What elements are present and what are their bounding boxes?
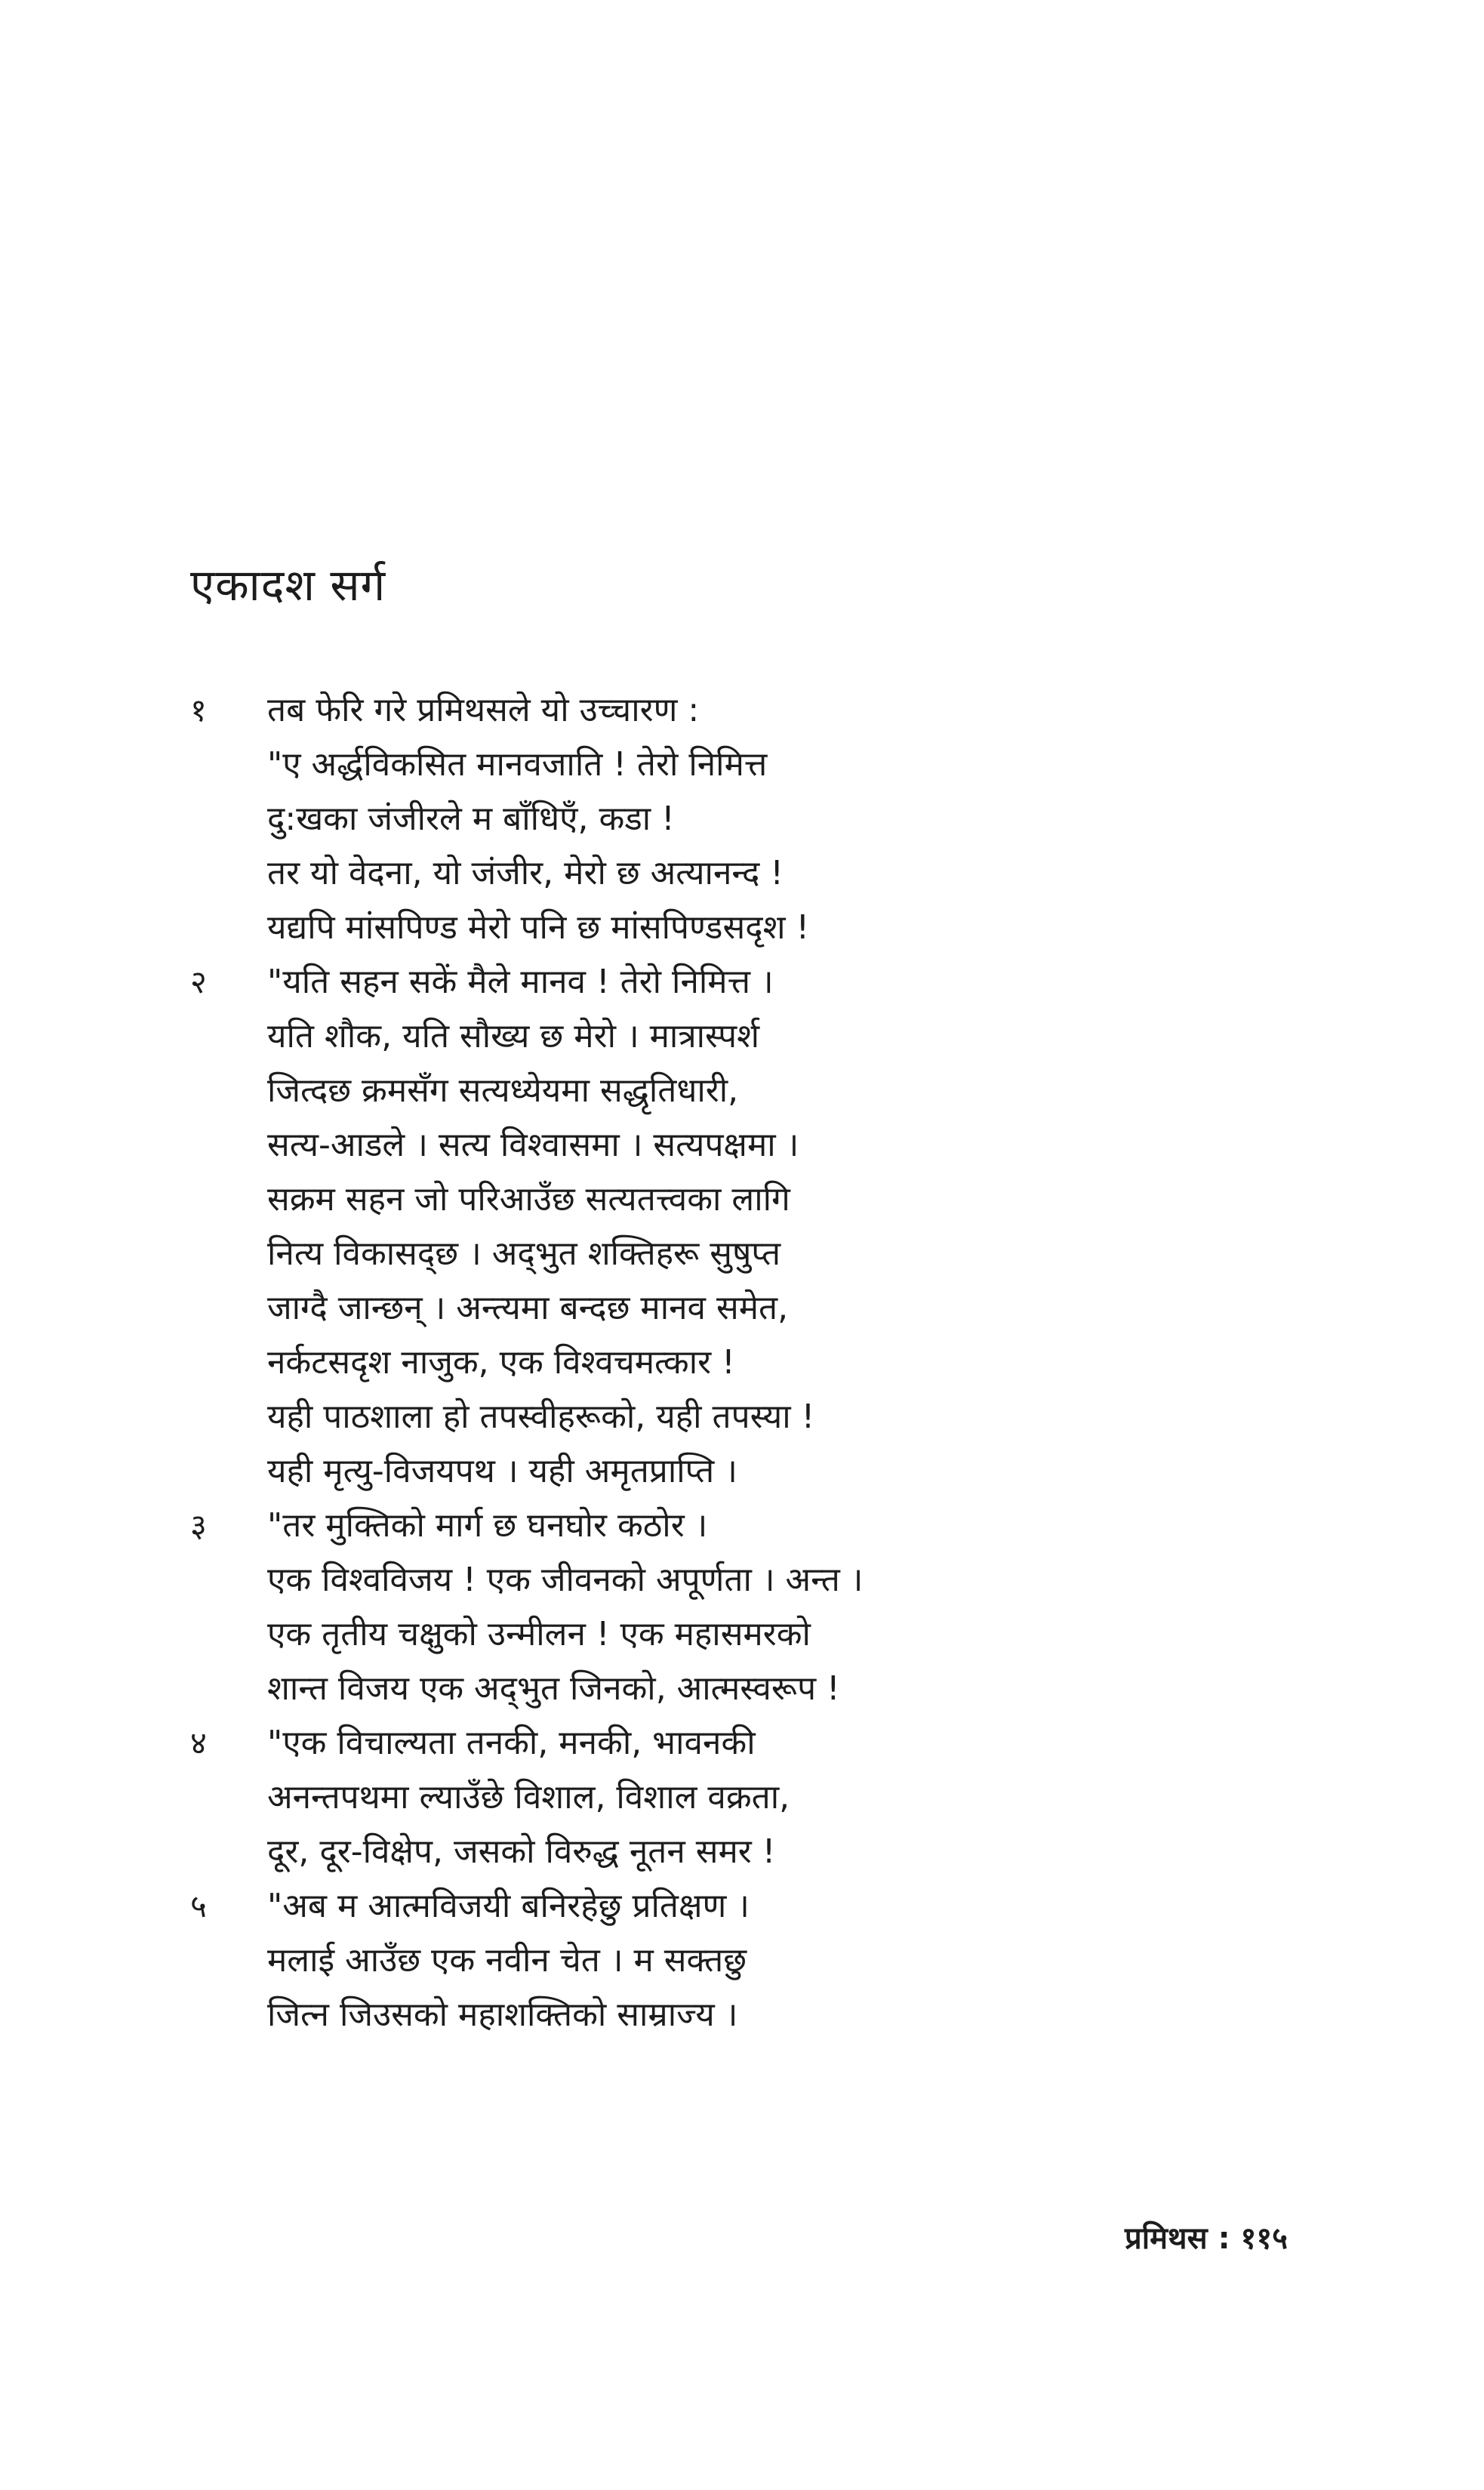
- verse-line: "ए अर्द्धविकसित मानवजाति ! तेरो निमित्त: [267, 745, 768, 784]
- stanza-number: ३: [190, 1507, 207, 1544]
- page-footer: [1125, 2216, 1288, 2261]
- verse-line: अनन्तपथमा ल्याउँछे विशाल, विशाल वक्रता,: [267, 1778, 790, 1817]
- verse-line: यति शौक, यति सौख्य छ मेरो । मात्रास्पर्श: [267, 1017, 760, 1055]
- verse-line: यही पाठशाला हो तपस्वीहरूको, यही तपस्या !: [267, 1398, 815, 1436]
- verse-line: सक्रम सहन जो परिआउँछ सत्यतत्त्वका लागि: [267, 1180, 790, 1219]
- stanza-number: ५: [190, 1888, 207, 1925]
- verse-line: तब फेरि गरे प्रमिथसले यो उच्चारण :: [267, 691, 700, 729]
- verse-line: दु:खका जंजीरले म बाँधिएँ, कडा !: [267, 800, 675, 838]
- stanza-3: [0, 1499, 1484, 1716]
- verse-container: [0, 683, 1484, 2042]
- verse-line: एक विश्वविजय ! एक जीवनको अपूर्णता । अन्त ।: [267, 1561, 864, 1599]
- verse-line: नित्य विकासद्छ । अद्‌भुत शक्तिहरू सुषुप्त: [267, 1234, 781, 1273]
- chapter-title: एकादश सर्ग: [190, 559, 386, 611]
- footer-separator: :: [1218, 2221, 1230, 2256]
- verse-line: मलाई आउँछ एक नवीन चेत । म सक्तछु: [267, 1941, 747, 1980]
- stanza-4: [0, 1716, 1484, 1879]
- verse-line: "एक विचाल्यता तनकी, मनकी, भावनकी: [267, 1724, 756, 1762]
- page-number: ११५: [1240, 2221, 1288, 2256]
- verse-line: यद्यपि मांसपिण्ड मेरो पनि छ मांसपिण्डसदृश !: [267, 908, 810, 947]
- stanza-number: ४: [190, 1724, 207, 1761]
- verse-line: शान्त विजय एक अद्‌भुत जिनको, आत्मस्वरूप !: [267, 1669, 840, 1708]
- verse-line: "यति सहन सकें मैले मानव ! तेरो निमित्त ।: [267, 963, 774, 1001]
- verse-line: "तर मुक्तिको मार्ग छ घनघोर कठोर ।: [267, 1506, 708, 1545]
- stanza-2: [0, 955, 1484, 1499]
- verse-line: जाग्दै जान्छन् । अन्त्यमा बन्दछ मानव समेत,: [267, 1289, 789, 1327]
- verse-line: "अब म आत्मविजयी बनिरहेछु प्रतिक्षण ।: [267, 1887, 750, 1925]
- verse-line: जित्न जिउसको महाशक्तिको साम्राज्य ।: [267, 1995, 738, 2034]
- stanza-1: [0, 683, 1484, 955]
- verse-line: एक तृतीय चक्षुको उन्मीलन ! एक महासमरको: [267, 1615, 811, 1653]
- verse-line: सत्य-आडले । सत्य विश्वासमा । सत्यपक्षमा ।: [267, 1126, 799, 1164]
- running-title: प्रमिथस: [1125, 2221, 1208, 2256]
- verse-line: नर्कटसदृश नाजुक, एक विश्वचमत्कार !: [267, 1343, 735, 1382]
- stanza-5: [0, 1879, 1484, 2042]
- verse-line: जित्दछ क्रमसँग सत्यध्येयमा सद्धृतिधारी,: [267, 1071, 739, 1110]
- stanza-number: २: [190, 963, 207, 1000]
- stanza-number: १: [190, 692, 207, 729]
- verse-line: दूर, दूर-विक्षेप, जसको विरुद्ध नूतन समर !: [267, 1832, 776, 1871]
- verse-line: तर यो वेदना, यो जंजीर, मेरो छ अत्यानन्द !: [267, 854, 784, 892]
- verse-line: यही मृत्यु-विजयपथ । यही अमृतप्राप्ति ।: [267, 1452, 737, 1490]
